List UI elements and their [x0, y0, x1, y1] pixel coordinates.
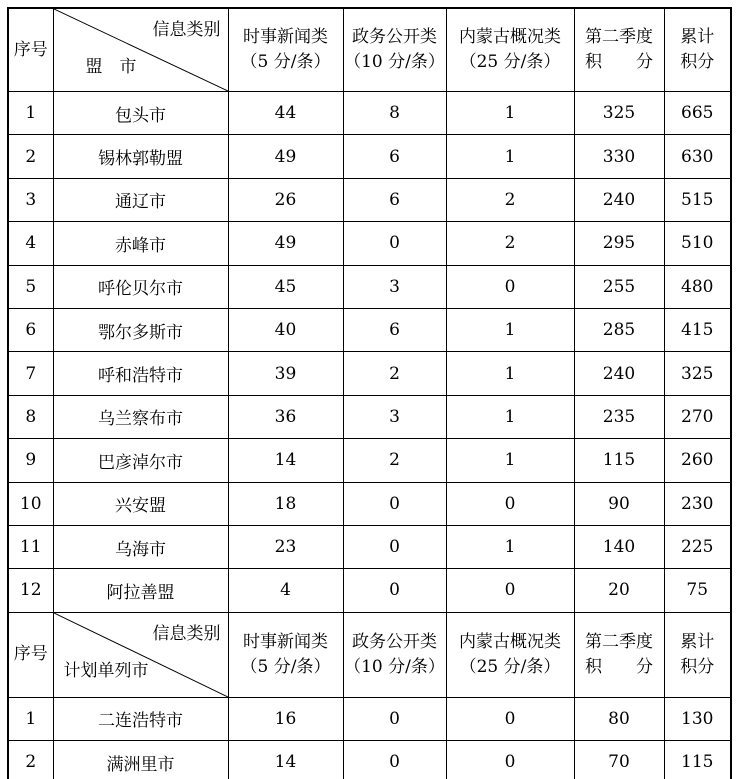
news-column-header — [228, 8, 343, 92]
row-serial-cell: 7 — [8, 352, 53, 395]
row-gov-count-cell: 3 — [343, 395, 446, 438]
table-row — [8, 569, 731, 612]
row-serial-cell: 2 — [8, 135, 53, 178]
row-profile-count-cell: 1 — [446, 525, 574, 568]
row-city-name-cell: 乌兰察布市 — [53, 395, 228, 438]
row-gov-count-cell: 2 — [343, 439, 446, 482]
header-line1: 内蒙古概况类 — [459, 27, 561, 48]
row-gov-count-cell: 0 — [343, 697, 446, 740]
row-profile-count-cell: 0 — [446, 697, 574, 740]
row-gov-count-cell: 8 — [343, 92, 446, 135]
row-serial-cell: 11 — [8, 525, 53, 568]
row-city-name-cell: 呼和浩特市 — [53, 352, 228, 395]
table-row — [8, 178, 731, 221]
row-gov-count-cell: 0 — [343, 525, 446, 568]
category-vs-league-city-diagonal-cell — [53, 8, 228, 92]
row-total-score-cell: 630 — [664, 135, 731, 178]
row-serial-cell: 4 — [8, 222, 53, 265]
category-vs-planned-city-diagonal-cell — [53, 612, 228, 697]
row-quarter-score-cell: 70 — [574, 741, 664, 779]
quarter-score-column-header — [574, 8, 664, 92]
row-gov-count-cell: 6 — [343, 308, 446, 351]
row-gov-count-cell: 0 — [343, 569, 446, 612]
table-row — [8, 697, 731, 740]
header-line1: 内蒙古概况类 — [459, 632, 561, 653]
row-quarter-score-cell: 140 — [574, 525, 664, 568]
row-news-count-cell: 49 — [228, 135, 343, 178]
row-news-count-cell: 49 — [228, 222, 343, 265]
row-serial-cell: 5 — [8, 265, 53, 308]
profile-column-header — [446, 612, 574, 697]
table-row — [8, 135, 731, 178]
row-quarter-score-cell: 235 — [574, 395, 664, 438]
row-city-name-cell: 二连浩特市 — [53, 697, 228, 740]
row-total-score-cell: 665 — [664, 92, 731, 135]
row-gov-count-cell: 0 — [343, 482, 446, 525]
row-news-count-cell: 4 — [228, 569, 343, 612]
header-line2: 积分 — [680, 52, 715, 72]
row-total-score-cell: 270 — [664, 395, 731, 438]
row-total-score-cell: 510 — [664, 222, 731, 265]
header-line2: 积分 — [680, 656, 715, 677]
row-quarter-score-cell: 285 — [574, 308, 664, 351]
row-gov-count-cell: 3 — [343, 265, 446, 308]
total-score-column-header — [664, 8, 731, 92]
row-total-score-cell: 225 — [664, 525, 731, 568]
row-quarter-score-cell: 20 — [574, 569, 664, 612]
row-news-count-cell: 18 — [228, 482, 343, 525]
row-profile-count-cell: 0 — [446, 482, 574, 525]
row-gov-count-cell: 0 — [343, 222, 446, 265]
table-row — [8, 222, 731, 265]
row-profile-count-cell: 1 — [446, 352, 574, 395]
row-serial-cell: 10 — [8, 482, 53, 525]
row-news-count-cell: 39 — [228, 352, 343, 395]
table-row — [8, 741, 731, 779]
row-profile-count-cell: 1 — [446, 92, 574, 135]
row-total-score-cell: 115 — [664, 741, 731, 779]
header-line1: 政务公开类 — [352, 632, 437, 653]
row-quarter-score-cell: 90 — [574, 482, 664, 525]
row-city-name-cell: 乌海市 — [53, 525, 228, 568]
header-line1: 累计 — [680, 27, 715, 48]
header-line1: 政务公开类 — [352, 27, 437, 48]
table-row — [8, 265, 731, 308]
header-line1: 累计 — [680, 632, 715, 653]
row-city-name-cell: 包头市 — [53, 92, 228, 135]
row-news-count-cell: 16 — [228, 697, 343, 740]
row-quarter-score-cell: 255 — [574, 265, 664, 308]
info-category-label: 信息类别 — [152, 20, 221, 40]
table-row — [8, 352, 731, 395]
row-news-count-cell: 45 — [228, 265, 343, 308]
serial-header-cell: 序号 — [8, 8, 53, 92]
row-quarter-score-cell: 295 — [574, 222, 664, 265]
row-city-name-cell: 赤峰市 — [53, 222, 228, 265]
row-profile-count-cell: 0 — [446, 741, 574, 779]
row-news-count-cell: 26 — [228, 178, 343, 221]
row-city-name-cell: 巴彦淖尔市 — [53, 439, 228, 482]
header-line2: （25 分/条） — [459, 52, 561, 72]
header-line1: 时事新闻类 — [243, 632, 328, 653]
row-profile-count-cell: 2 — [446, 222, 574, 265]
table-row — [8, 525, 731, 568]
info-category-label: 信息类别 — [152, 623, 221, 644]
row-gov-count-cell: 6 — [343, 135, 446, 178]
row-city-name-cell: 鄂尔多斯市 — [53, 308, 228, 351]
header-line2: （10 分/条） — [344, 52, 445, 72]
row-news-count-cell: 14 — [228, 439, 343, 482]
table-row — [8, 439, 731, 482]
row-gov-count-cell: 6 — [343, 178, 446, 221]
row-serial-cell: 8 — [8, 395, 53, 438]
header-line2: （5 分/条） — [240, 52, 331, 72]
quarter-score-column-header — [574, 612, 664, 697]
table-row — [8, 482, 731, 525]
table2-header-row — [8, 612, 731, 697]
row-profile-count-cell: 1 — [446, 308, 574, 351]
row-total-score-cell: 230 — [664, 482, 731, 525]
row-news-count-cell: 14 — [228, 741, 343, 779]
header-line2: 积 分 — [585, 656, 653, 677]
league-city-score-table — [7, 7, 732, 779]
header-line1: 时事新闻类 — [243, 27, 328, 48]
row-news-count-cell: 36 — [228, 395, 343, 438]
row-news-count-cell: 23 — [228, 525, 343, 568]
row-serial-cell: 3 — [8, 178, 53, 221]
row-serial-cell: 12 — [8, 569, 53, 612]
planned-city-section — [8, 612, 731, 779]
row-quarter-score-cell: 80 — [574, 697, 664, 740]
row-profile-count-cell: 0 — [446, 265, 574, 308]
total-score-column-header — [664, 612, 731, 697]
row-profile-count-cell: 1 — [446, 439, 574, 482]
gov-affairs-column-header — [343, 612, 446, 697]
row-city-name-cell: 满洲里市 — [53, 741, 228, 779]
header-line2: （25 分/条） — [459, 656, 561, 677]
row-profile-count-cell: 1 — [446, 135, 574, 178]
row-serial-cell: 6 — [8, 308, 53, 351]
row-city-name-cell: 通辽市 — [53, 178, 228, 221]
table-row — [8, 395, 731, 438]
table1-header-row — [8, 8, 731, 92]
row-city-name-cell: 阿拉善盟 — [53, 569, 228, 612]
row-total-score-cell: 75 — [664, 569, 731, 612]
league-city-label: 盟 市 — [85, 57, 137, 78]
row-quarter-score-cell: 330 — [574, 135, 664, 178]
header-line2: （10 分/条） — [344, 656, 445, 677]
row-gov-count-cell: 0 — [343, 741, 446, 779]
row-total-score-cell: 260 — [664, 439, 731, 482]
serial-header-cell: 序号 — [8, 612, 53, 697]
row-profile-count-cell: 1 — [446, 395, 574, 438]
row-profile-count-cell: 2 — [446, 178, 574, 221]
row-total-score-cell: 325 — [664, 352, 731, 395]
row-total-score-cell: 130 — [664, 697, 731, 740]
row-quarter-score-cell: 115 — [574, 439, 664, 482]
row-total-score-cell: 480 — [664, 265, 731, 308]
planned-city-label: 计划单列市 — [63, 661, 149, 682]
row-total-score-cell: 415 — [664, 308, 731, 351]
gov-affairs-column-header — [343, 8, 446, 92]
header-line2: 积 分 — [585, 52, 653, 72]
row-total-score-cell: 515 — [664, 178, 731, 221]
row-news-count-cell: 44 — [228, 92, 343, 135]
header-line1: 第二季度 — [585, 632, 653, 653]
row-serial-cell: 2 — [8, 741, 53, 779]
row-news-count-cell: 40 — [228, 308, 343, 351]
header-line1: 第二季度 — [585, 27, 653, 48]
row-serial-cell: 1 — [8, 697, 53, 740]
row-quarter-score-cell: 240 — [574, 352, 664, 395]
league-city-section — [8, 8, 731, 612]
table-row — [8, 308, 731, 351]
row-serial-cell: 1 — [8, 92, 53, 135]
row-quarter-score-cell: 325 — [574, 92, 664, 135]
table-row — [8, 92, 731, 135]
header-line2: （5 分/条） — [240, 656, 331, 677]
profile-column-header — [446, 8, 574, 92]
row-city-name-cell: 兴安盟 — [53, 482, 228, 525]
news-column-header — [228, 612, 343, 697]
row-serial-cell: 9 — [8, 439, 53, 482]
row-quarter-score-cell: 240 — [574, 178, 664, 221]
row-city-name-cell: 锡林郭勒盟 — [53, 135, 228, 178]
row-city-name-cell: 呼伦贝尔市 — [53, 265, 228, 308]
row-profile-count-cell: 0 — [446, 569, 574, 612]
row-gov-count-cell: 2 — [343, 352, 446, 395]
